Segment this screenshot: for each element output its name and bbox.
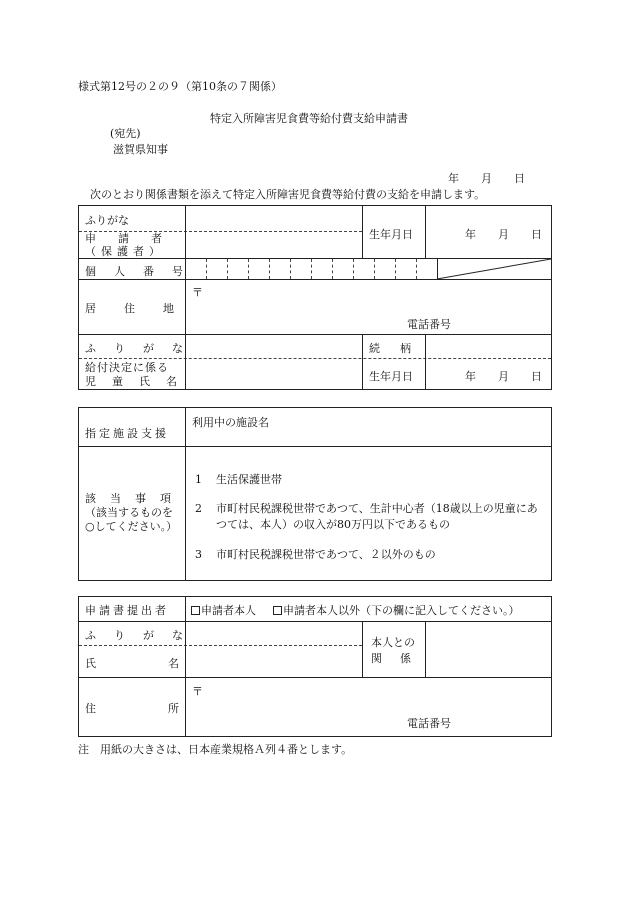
submitter-phone-label: 電話番号 xyxy=(407,717,451,730)
diagonal-slash xyxy=(437,259,551,279)
child-birthdate-value: 年 月 日 xyxy=(465,370,542,383)
checkbox-self-box[interactable] xyxy=(191,606,200,615)
applicant-table xyxy=(78,205,552,390)
child-name-label: 給付決定に係る 児童氏名 xyxy=(85,361,193,388)
relation-label: 続柄 xyxy=(369,342,431,355)
phone-label: 電話番号 xyxy=(407,318,451,331)
intro-text: 次のとおり関係書類を添えて特定入所障害児食費等給付費の支給を申請します。 xyxy=(90,188,486,201)
residence-label: 居住地 xyxy=(85,302,202,315)
submitter-options xyxy=(191,602,520,618)
child-furigana-label: ふりがな xyxy=(85,342,201,355)
applicable-item-2: 2 市町村民税課税世帯であつて、生計中心者（18歳以上の児童にあ つては、本人）の収入が80万円以下であるもの xyxy=(195,502,538,531)
postal-mark: 〒 xyxy=(192,286,203,299)
footer-note: 注 用紙の大きさは、日本産業規格Ａ列４番とします。 xyxy=(78,743,353,756)
applicable-item-1: 1 生活保護世帯 xyxy=(195,473,282,486)
applicant-label: 申請者 （保護者） xyxy=(85,232,184,258)
birthdate-label: 生年月日 xyxy=(369,228,413,241)
form-title: 特定入所障害児食費等給付費支給申請書 xyxy=(210,112,408,125)
facility-table xyxy=(78,407,552,581)
submitter-label: 申請書提出者 xyxy=(85,604,169,617)
applicable-label: 該当事項 （該当するものを ○してください。） xyxy=(85,492,185,533)
furigana-label: ふりがな xyxy=(85,214,129,227)
submission-date: 年 月 日 xyxy=(448,172,525,185)
submitter-postal-mark: 〒 xyxy=(192,685,203,698)
submitter-name-label: 氏名 xyxy=(85,657,251,670)
facility-label: 指定施設支援 xyxy=(85,427,169,440)
addressee: 滋賀県知事 xyxy=(113,143,168,156)
checkbox-self[interactable]: 申請者本人 xyxy=(191,602,256,618)
submitter-table xyxy=(78,596,552,737)
checkbox-other-box[interactable] xyxy=(273,606,282,615)
facility-name-label: 利用中の施設名 xyxy=(192,416,269,429)
addressee-prefix: (宛先) xyxy=(110,127,141,140)
submitter-address-label: 住所 xyxy=(85,702,251,715)
relation-to-applicant-label: 本人との 関係 xyxy=(371,636,429,665)
personal-number-label: 個人番号 xyxy=(85,265,201,278)
birthdate-value: 年 月 日 xyxy=(465,228,542,241)
child-birthdate-label: 生年月日 xyxy=(369,370,413,383)
submitter-furigana-label: ふりがな xyxy=(85,629,201,642)
applicable-item-3: 3 市町村民税課税世帯であつて、２以外のもの xyxy=(195,548,436,561)
form-number: 様式第12号の２の９（第10条の７関係） xyxy=(78,80,282,93)
checkbox-other[interactable]: 申請者本人以外（下の欄に記入してください。） xyxy=(273,602,520,618)
